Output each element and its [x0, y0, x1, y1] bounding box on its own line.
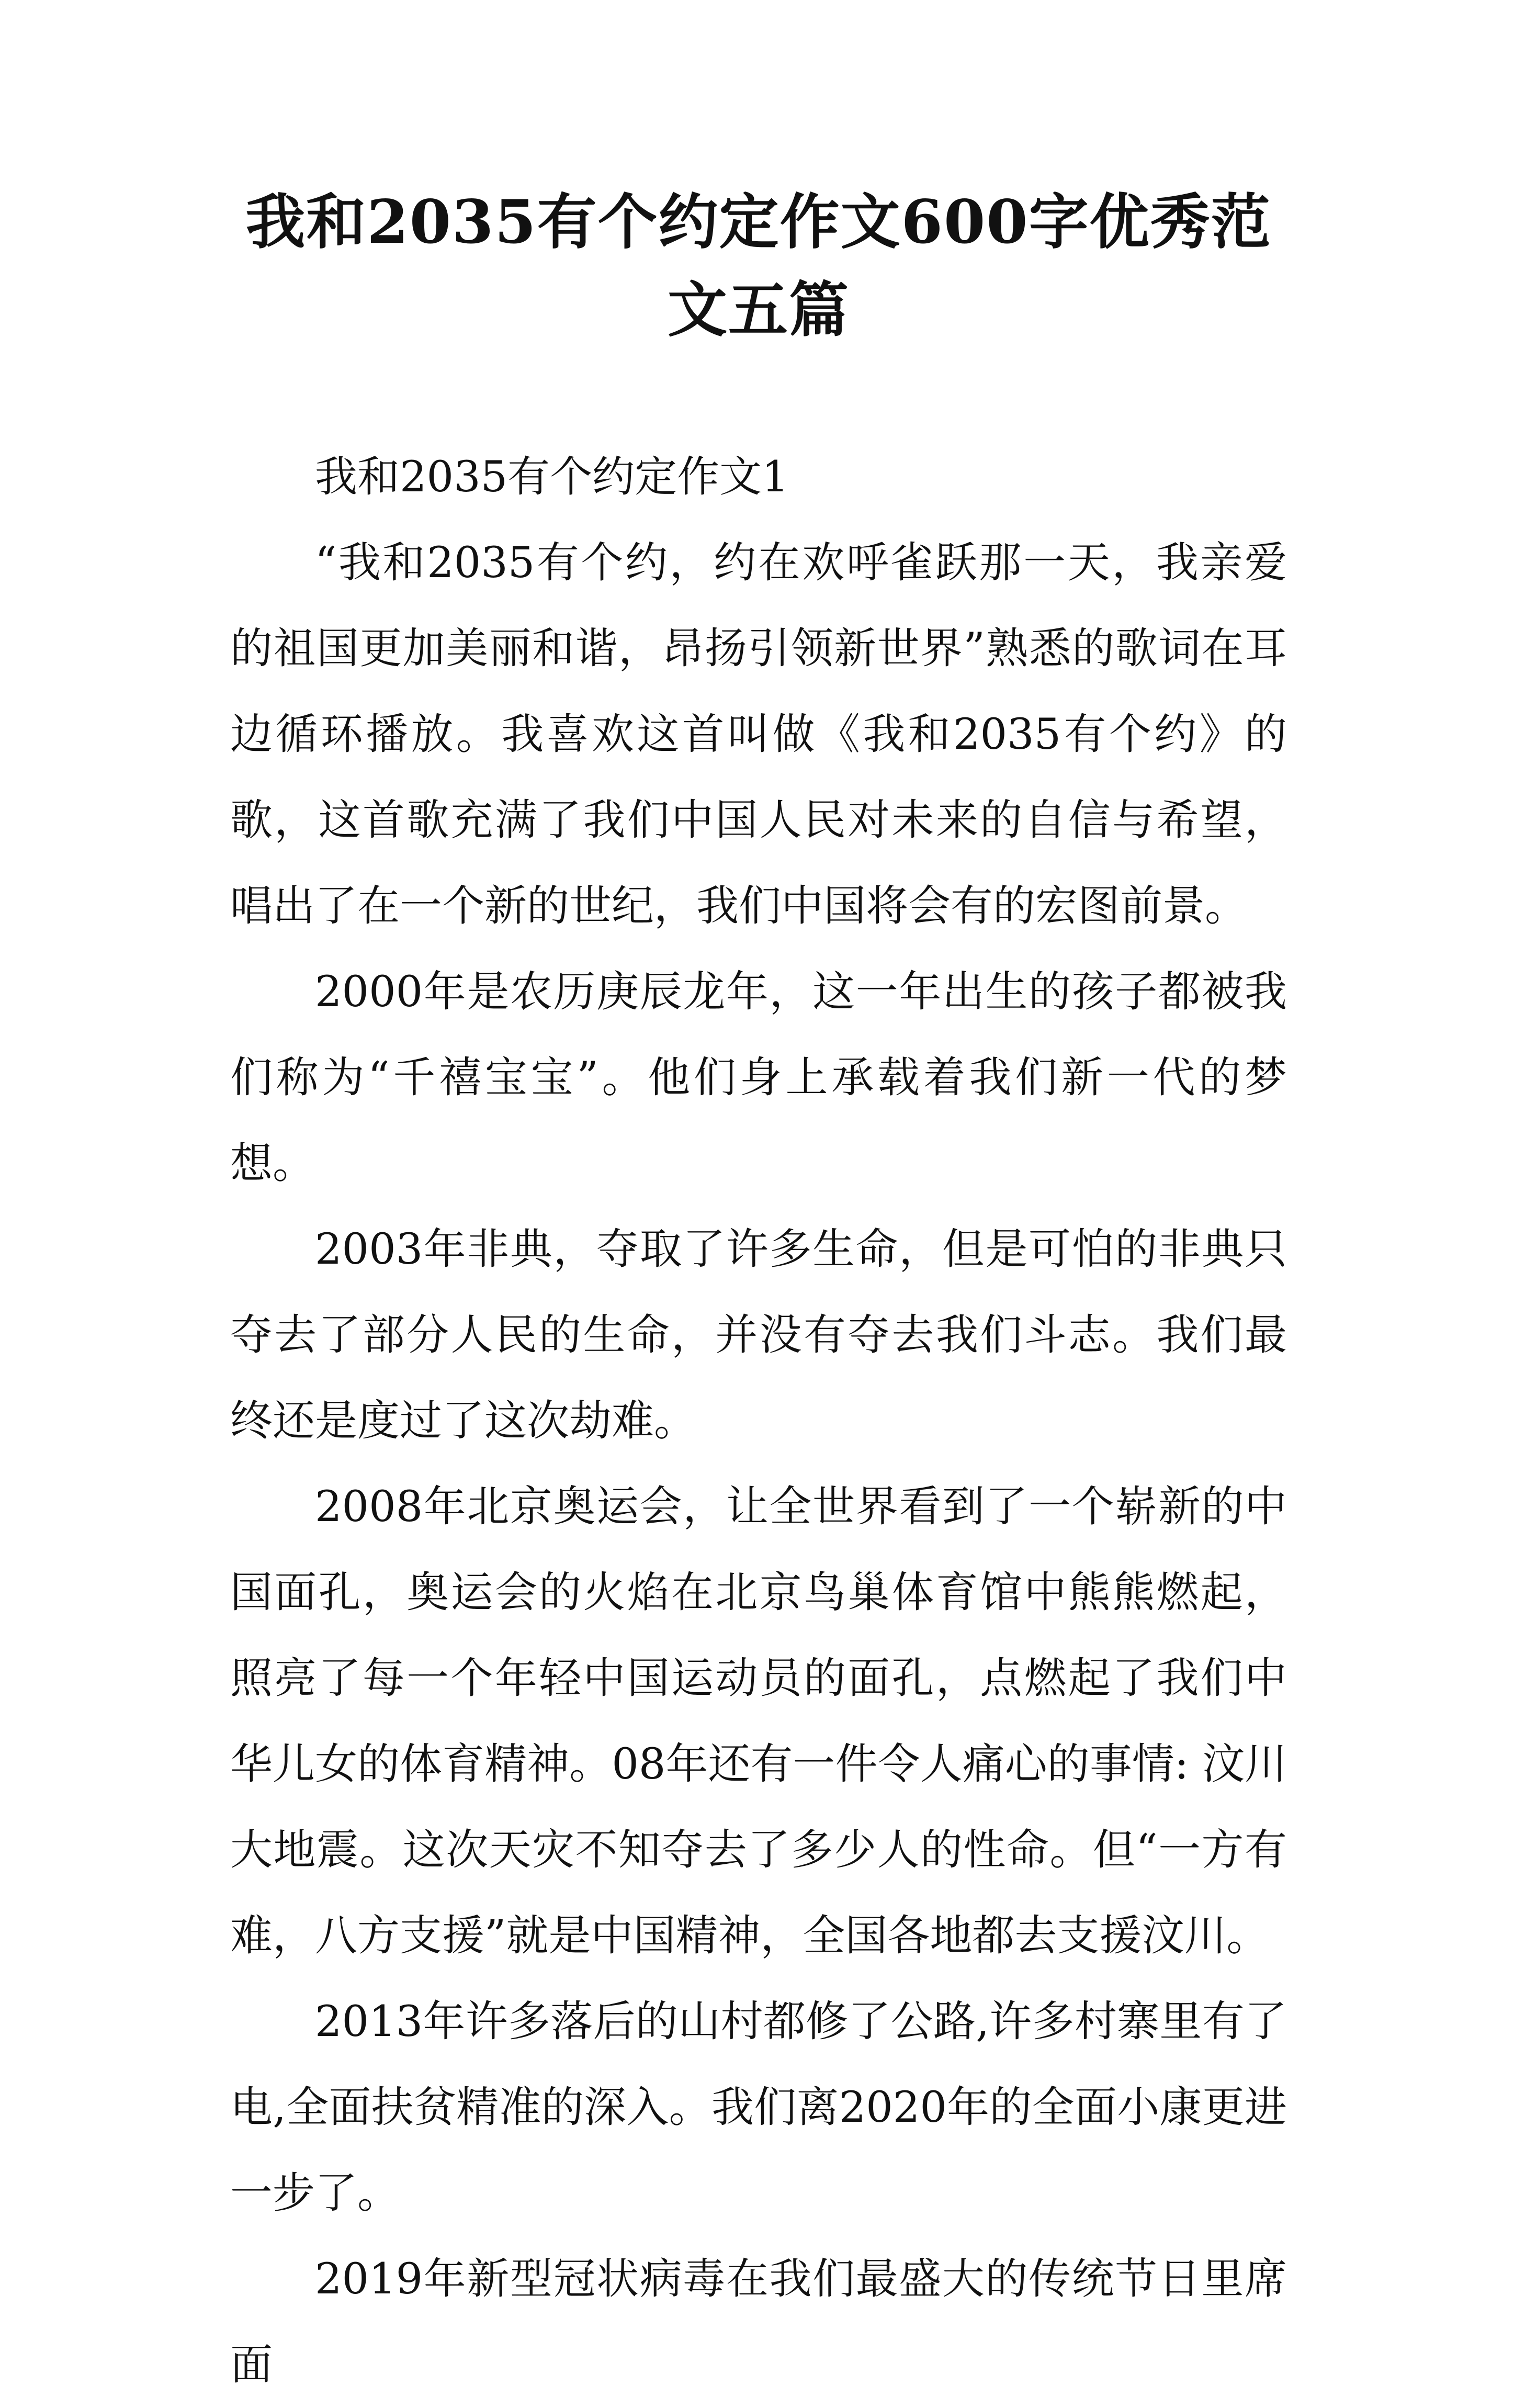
paragraph: 2008年北京奥运会，让全世界看到了一个崭新的中国面孔，奥运会的火焰在北京鸟巢体育馆中熊熊燃起，照亮了每一个年轻中国运动员的面孔，点燃起了我们中华儿女的体育精神。08年还有一件令人痛心的事情: 汶川大地震。这次天灾不知夺去了多少人的性命。但“一方有难，八方支援”就是中国精神，全国各地都去支援汶川。	[230, 1482, 1287, 1961]
paragraph: 2019年新型冠状病毒在我们最盛大的传统节日里席面	[230, 2255, 1287, 2390]
document-body	[230, 434, 1287, 2408]
paragraph: 2000年是农历庚辰龙年，这一年出生的孩子都被我们称为“千禧宝宝”。他们身上承载着我们新一代的梦想。	[230, 967, 1287, 1188]
paragraph: “我和2035有个约，约在欢呼雀跃那一天，我亲爱的祖国更加美丽和谐，昂扬引领新世界”熟悉的歌词在耳边循环播放。我喜欢这首叫做《我和2035有个约》的歌，这首歌充满了我们中国人民对未来的自信与希望，唱出了在一个新的世纪，我们中国将会有的宏图前景。	[230, 538, 1287, 931]
paragraph: 2003年非典，夺取了许多生命，但是可怕的非典只夺去了部分人民的生命，并没有夺去我们斗志。我们最终还是度过了这次劫难。	[230, 1225, 1287, 1446]
paragraph: 2013年许多落后的山村都修了公路,许多村寨里有了电,全面扶贫精准的深入。我们离2020年的全面小康更进一步了。	[230, 1997, 1287, 2218]
essay-heading: 我和2035有个约定作文1	[315, 453, 789, 502]
document-title: 我和2035有个约定作文600字优秀范文五篇	[245, 187, 1272, 345]
